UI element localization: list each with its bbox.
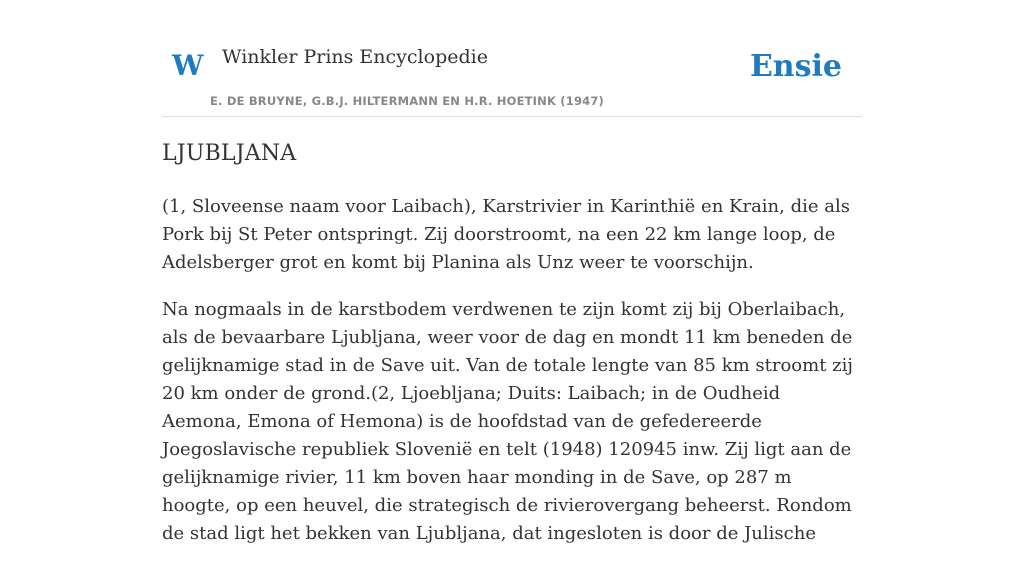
article-paragraph: (1, Sloveense naam voor Laibach), Karstrivier in Karinthië en Krain, die als Pork bij St Peter ontspringt. Zij doorstroomt, na een 22 km lange loop, de Adelsberger grot en komt bij Planina als Unz weer te voorschijn. bbox=[162, 195, 850, 273]
publication-title[interactable]: Winkler Prins Encyclopedie bbox=[222, 46, 488, 68]
article-paragraph: Na nogmaals in de karstbodem verdwenen te zijn komt zij bij Oberlaibach, als de bevaarbare Ljubljana, weer voor de dag en mondt 11 km beneden de gelijknamige stad in de Save uit. Van de totale lengte van 85 km stroomt zij 20 km onder de grond.(2, Ljoebljana; Duits: Laibach; in de Oudheid Aemona, Emona of Hemona) is de hoofdstad van de gefedereerde Joegoslavische republiek Slovenië en telt (1948) 120945 inw. Zij ligt aan de gelijknamige rivier, 11 km boven haar monding in de Save, op 287 m hoogte, op een heuvel, die strategisch de rivierovergang beheerst. Rondom de stad ligt het bekken van Ljubljana, dat ingesloten is door de Julische bbox=[162, 298, 853, 544]
publication-logo[interactable]: W bbox=[172, 49, 204, 82]
ensie-logo[interactable]: Ensie bbox=[749, 49, 842, 84]
article-title: LJUBLJANA bbox=[162, 141, 297, 166]
site-header bbox=[162, 30, 862, 117]
publication-authors: E. DE BRUYNE, G.B.J. HILTERMANN EN H.R. HOETINK (1947) bbox=[210, 94, 605, 108]
article bbox=[162, 140, 862, 567]
